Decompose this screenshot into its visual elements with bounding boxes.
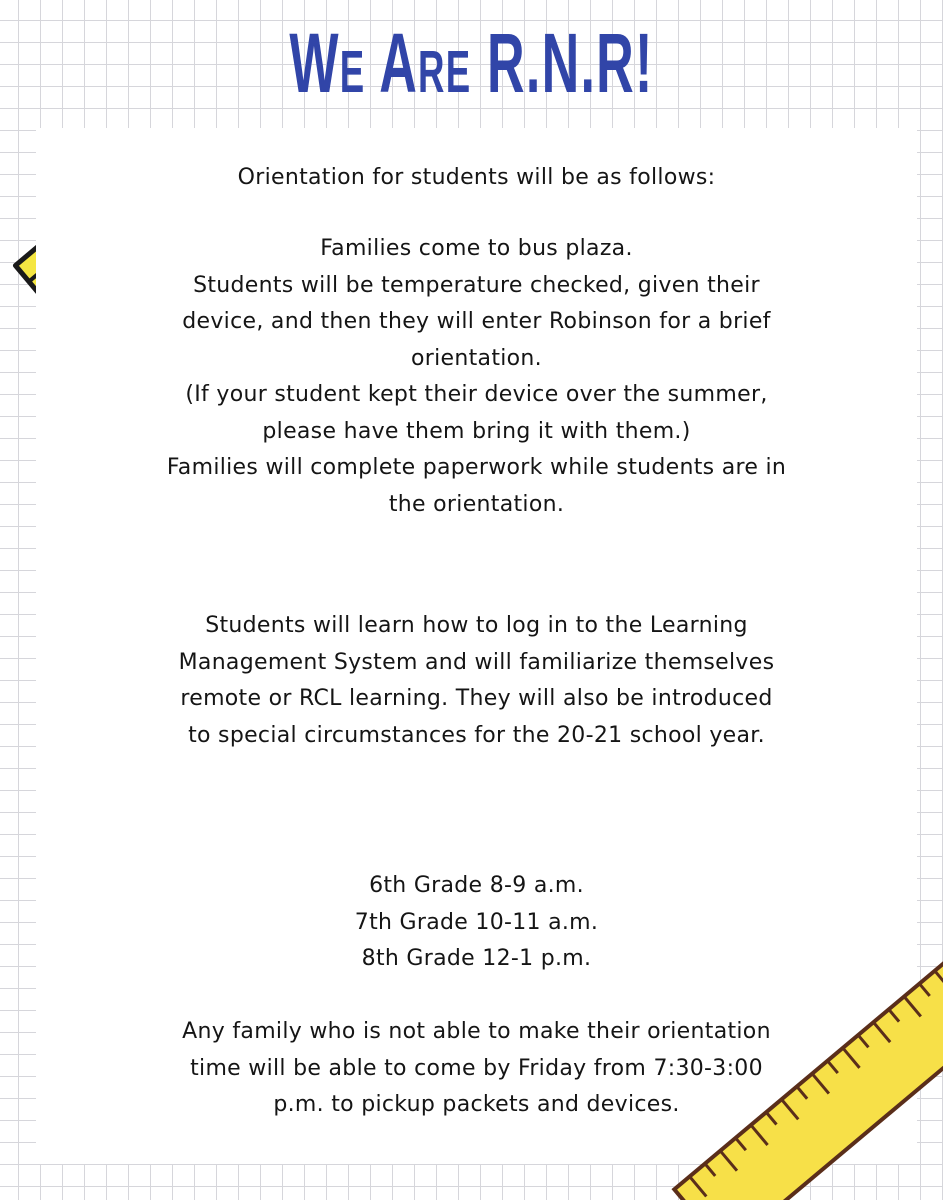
orientation-intro: Orientation for students will be as follows:	[237, 165, 716, 190]
schedule-item-7th: 7th Grade 10-11 a.m.	[354, 909, 599, 935]
learning-text: Students will learn how to log in to the Learning Management System and will familiarize themselves remote or RCL learning. They will also be introduced to special circumstances for the 20-21 school year.	[178, 613, 775, 748]
friday-text: Any family who is not able to make their orientation time will be able to come by Friday from 7:30-3:00 p.m. to pickup packets and devices.	[182, 1019, 771, 1117]
ruler-icon	[660, 960, 943, 1200]
arrival-step: Students will be temperature checked, given their device, and then they will enter Robinson for a brief orientation.	[182, 272, 771, 371]
learning-info	[166, 608, 787, 754]
arrival-step: Families come to bus plaza.	[320, 236, 633, 261]
arrival-step: (If your student kept their device over the summer, please have them bring it with them.)	[185, 382, 768, 444]
arrival-steps	[156, 231, 797, 523]
schedule-item-6th: 6th Grade 8-9 a.m.	[369, 873, 584, 898]
page-title: We Are R.N.R!	[289, 16, 654, 110]
schedule-item-8th: 8th Grade 12-1 p.m.	[361, 946, 592, 971]
arrival-step: Families will complete paperwork while students are in the orientation.	[166, 455, 787, 517]
